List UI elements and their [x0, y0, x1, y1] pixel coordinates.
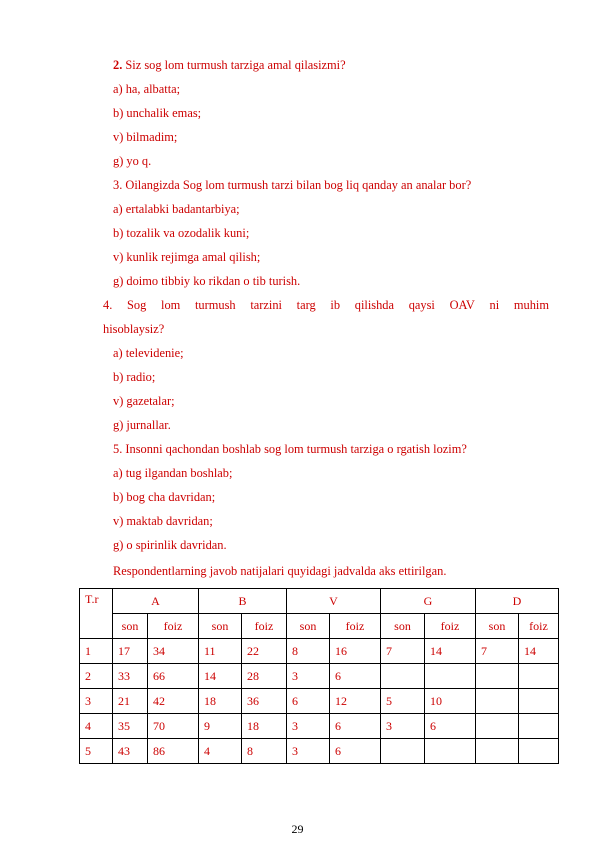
table-cell: 86: [148, 739, 199, 764]
table-cell: 6: [330, 739, 381, 764]
table-row: [80, 639, 559, 664]
table-intro: Respondentlarning javob natijalari quyidagi jadvalda aks ettirilgan.: [113, 564, 447, 578]
table-cell: 4: [199, 739, 242, 764]
q5-option-v: v) maktab davridan;: [113, 514, 213, 528]
q5-option-g: g) o spirinlik davridan.: [113, 538, 227, 552]
table-cell: [381, 664, 425, 689]
q3-option-v: v) kunlik rejimga amal qilish;: [113, 250, 261, 264]
table-cell: 8: [287, 639, 330, 664]
subheader-son: son: [199, 614, 242, 639]
table-cell: [425, 664, 476, 689]
q4-word: 4.: [103, 298, 113, 312]
table-cell: 3: [287, 714, 330, 739]
page-number: 29: [291, 822, 304, 836]
table-cell: 16: [330, 639, 381, 664]
table-header-row: [80, 589, 559, 614]
table-cell: [519, 689, 559, 714]
table-cell: 9: [199, 714, 242, 739]
q4-word: OAV: [449, 298, 475, 312]
table-cell: [519, 739, 559, 764]
table-cell: 5: [80, 739, 113, 764]
q2-option-v: v) bilmadim;: [113, 130, 178, 144]
q3-question: 3. Oilangizda Sog lom turmush tarzi bilan bog liq qanday an analar bor?: [113, 178, 472, 192]
table-cell: [519, 664, 559, 689]
table-row: [80, 664, 559, 689]
table-cell: 7: [381, 639, 425, 664]
table-row: [80, 714, 559, 739]
q2-option-a: a) ha, albatta;: [113, 82, 181, 96]
table-cell: 2: [80, 664, 113, 689]
q4-word: muhim: [513, 298, 549, 312]
table-cell: 8: [242, 739, 287, 764]
table-cell: 33: [113, 664, 148, 689]
table-subheader-row: [80, 614, 559, 639]
q4-option-a: a) televidenie;: [113, 346, 184, 360]
table-cell: 43: [113, 739, 148, 764]
table-cell: 3: [287, 664, 330, 689]
table-cell: [476, 689, 519, 714]
q2-text: Siz sog lom turmush tarziga amal qilasizmi?: [122, 58, 346, 72]
q2-number: 2.: [113, 58, 123, 72]
table-cell: 22: [242, 639, 287, 664]
subheader-foiz: foiz: [148, 614, 199, 639]
results-table: [79, 588, 559, 764]
subheader-foiz: foiz: [425, 614, 476, 639]
table-cell: 18: [242, 714, 287, 739]
table-cell: 28: [242, 664, 287, 689]
q4-word: lom: [161, 298, 181, 312]
corner-header: T.r: [80, 589, 113, 639]
table-cell: 18: [199, 689, 242, 714]
table-cell: 14: [199, 664, 242, 689]
table-cell: 3: [80, 689, 113, 714]
table-cell: 70: [148, 714, 199, 739]
q4-word: Sog: [127, 298, 147, 312]
q3-option-a: a) ertalabki badantarbiya;: [113, 202, 240, 216]
table-cell: 14: [425, 639, 476, 664]
subheader-son: son: [476, 614, 519, 639]
table-cell: 11: [199, 639, 242, 664]
group-header-g: G: [381, 589, 476, 614]
group-header-b: B: [199, 589, 287, 614]
q5-question: 5. Insonni qachondan boshlab sog lom turmush tarziga o rgatish lozim?: [113, 442, 467, 456]
table-cell: 14: [519, 639, 559, 664]
group-header-d: D: [476, 589, 559, 614]
q4-option-v: v) gazetalar;: [113, 394, 175, 408]
q4-option-b: b) radio;: [113, 370, 156, 384]
table-row: [80, 689, 559, 714]
q2-option-b: b) unchalik emas;: [113, 106, 202, 120]
table-cell: 7: [476, 639, 519, 664]
q3-option-b: b) tozalik va ozodalik kuni;: [113, 226, 250, 240]
table-cell: 5: [381, 689, 425, 714]
q4-word: targ: [296, 298, 316, 312]
q4-option-g: g) jurnallar.: [113, 418, 171, 432]
table-cell: 3: [287, 739, 330, 764]
table-cell: 17: [113, 639, 148, 664]
table-cell: 66: [148, 664, 199, 689]
q4-question-line1: [103, 297, 549, 313]
table-cell: 10: [425, 689, 476, 714]
group-header-v: V: [287, 589, 381, 614]
group-header-a: A: [113, 589, 199, 614]
table-cell: [476, 714, 519, 739]
q4-word: ni: [489, 298, 500, 312]
q4-word: tarzini: [250, 298, 282, 312]
table-cell: 21: [113, 689, 148, 714]
subheader-foiz: foiz: [242, 614, 287, 639]
q4-question-line2: hisoblaysiz?: [103, 322, 165, 336]
table-cell: [425, 739, 476, 764]
subheader-foiz: foiz: [519, 614, 559, 639]
table-cell: 36: [242, 689, 287, 714]
table-cell: [381, 739, 425, 764]
table-row: [80, 739, 559, 764]
subheader-son: son: [287, 614, 330, 639]
subheader-foiz: foiz: [330, 614, 381, 639]
table-cell: 35: [113, 714, 148, 739]
table-cell: [476, 739, 519, 764]
table-cell: 6: [287, 689, 330, 714]
table-cell: 34: [148, 639, 199, 664]
q2-question: [113, 57, 346, 73]
table-cell: 1: [80, 639, 113, 664]
table-cell: [476, 664, 519, 689]
q5-option-a: a) tug ilgandan boshlab;: [113, 466, 233, 480]
table-cell: 4: [80, 714, 113, 739]
q2-option-g: g) yo q.: [113, 154, 152, 168]
table-cell: 6: [330, 714, 381, 739]
table-cell: 6: [425, 714, 476, 739]
q3-option-g: g) doimo tibbiy ko rikdan o tib turish.: [113, 274, 301, 288]
table-cell: 6: [330, 664, 381, 689]
table-cell: [519, 714, 559, 739]
table-cell: 3: [381, 714, 425, 739]
table-cell: 12: [330, 689, 381, 714]
q4-word: qilishda: [354, 298, 395, 312]
q4-word: turmush: [194, 298, 236, 312]
q5-option-b: b) bog cha davridan;: [113, 490, 216, 504]
q4-word: ib: [330, 298, 341, 312]
subheader-son: son: [113, 614, 148, 639]
subheader-son: son: [381, 614, 425, 639]
q4-word: qaysi: [408, 298, 435, 312]
table-cell: 42: [148, 689, 199, 714]
